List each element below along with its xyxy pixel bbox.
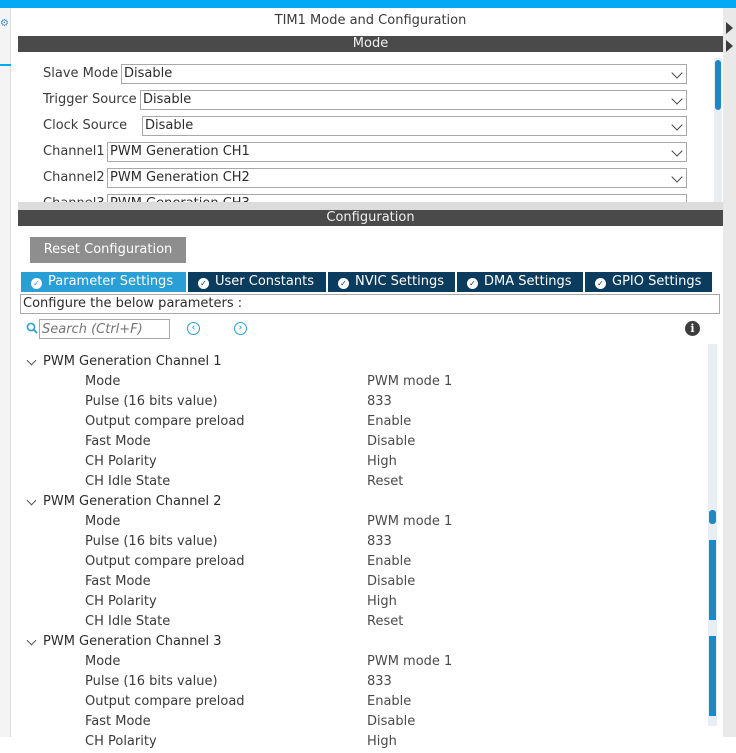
top-accent-bar: [0, 0, 736, 8]
param-value: Enable: [367, 554, 412, 569]
group-title: PWM Generation Channel 1: [43, 354, 222, 369]
param-value: Disable: [367, 434, 416, 449]
param-row[interactable]: [85, 613, 685, 633]
panel-title: TIM1 Mode and Configuration: [274, 13, 467, 28]
check-circle-icon: ✓: [467, 278, 478, 289]
search-input[interactable]: [39, 319, 170, 339]
param-name: Pulse (16 bits value): [85, 674, 218, 689]
check-circle-icon: ✓: [595, 278, 606, 289]
param-value: PWM mode 1: [367, 654, 453, 669]
tab-dma-settings[interactable]: [457, 272, 583, 292]
group-title: PWM Generation Channel 3: [43, 634, 222, 649]
mode-settings-area: [18, 60, 723, 203]
param-name: CH Idle State: [85, 474, 171, 489]
param-name: CH Idle State: [85, 614, 171, 629]
param-row[interactable]: [85, 373, 685, 393]
param-value: PWM mode 1: [367, 514, 453, 529]
param-value: High: [367, 594, 397, 609]
chevron-down-icon: [671, 93, 682, 104]
param-name: Output compare preload: [85, 414, 245, 429]
tab-gpio-settings[interactable]: [585, 272, 712, 292]
param-value: 833: [367, 394, 392, 409]
select-value: PWM Generation CH1: [110, 144, 250, 159]
search-icon[interactable]: [26, 322, 38, 334]
param-row[interactable]: [85, 713, 685, 733]
param-name: Mode: [85, 654, 121, 669]
param-name: Pulse (16 bits value): [85, 394, 218, 409]
param-value: Enable: [367, 414, 412, 429]
param-name: Output compare preload: [85, 694, 245, 709]
tim1-config-panel: [18, 8, 723, 749]
param-name: Fast Mode: [85, 714, 151, 729]
param-value: Enable: [367, 694, 412, 709]
channel1-select[interactable]: [107, 142, 687, 162]
mode-section-header: Mode: [18, 36, 723, 52]
arrow-right-circle-icon[interactable]: ›: [234, 322, 247, 335]
right-edge-strip: [723, 8, 736, 737]
mode-scrollbar[interactable]: [714, 58, 722, 202]
parameters-scrollbar-thumb[interactable]: [709, 510, 716, 524]
arrow-left-circle-icon[interactable]: ‹: [187, 322, 200, 335]
mode-row-label: Slave Mode: [43, 66, 119, 81]
param-value: Disable: [367, 574, 416, 589]
chevron-down-icon: [671, 171, 682, 182]
param-value: High: [367, 454, 397, 469]
check-circle-icon: ✓: [31, 278, 42, 289]
tab-label: DMA Settings: [484, 274, 572, 289]
tab-user-constants[interactable]: [188, 272, 326, 292]
param-name: Fast Mode: [85, 574, 151, 589]
expand-arrow-icon[interactable]: [726, 40, 733, 52]
param-name: Pulse (16 bits value): [85, 534, 218, 549]
parameters-scrollbar-segment: [709, 540, 716, 620]
param-row[interactable]: [85, 413, 685, 433]
param-name: Mode: [85, 374, 121, 389]
param-name: Output compare preload: [85, 554, 245, 569]
chevron-down-icon: [671, 67, 682, 78]
param-value: PWM mode 1: [367, 374, 453, 389]
param-row[interactable]: [85, 693, 685, 713]
info-icon[interactable]: i: [685, 321, 700, 336]
chevron-down-icon: [671, 145, 682, 156]
param-row[interactable]: [85, 733, 685, 753]
param-row[interactable]: [85, 653, 685, 673]
slave-mode-select[interactable]: [121, 64, 687, 84]
param-row[interactable]: [85, 473, 685, 493]
clock-source-select[interactable]: [142, 116, 687, 136]
param-name: CH Polarity: [85, 454, 157, 469]
tab-label: GPIO Settings: [612, 274, 702, 289]
group-title: PWM Generation Channel 2: [43, 494, 222, 509]
param-row[interactable]: [85, 553, 685, 573]
param-row[interactable]: [85, 573, 685, 593]
reset-configuration-button[interactable]: Reset Configuration: [30, 237, 186, 263]
mode-scrollbar-thumb[interactable]: [715, 60, 721, 110]
config-tabs: [21, 272, 712, 292]
param-row[interactable]: [85, 433, 685, 453]
section-divider[interactable]: [18, 202, 723, 210]
left-gutter: [0, 8, 11, 737]
param-value: Reset: [367, 614, 404, 629]
param-row[interactable]: [85, 453, 685, 473]
configuration-section-header: Configuration: [18, 210, 723, 226]
param-name: Mode: [85, 514, 121, 529]
chevron-down-icon[interactable]: [27, 496, 37, 506]
tab-label: Parameter Settings: [48, 274, 174, 289]
tab-label: User Constants: [215, 274, 314, 289]
param-value: 833: [367, 674, 392, 689]
param-value: High: [367, 734, 397, 749]
tab-parameter-settings[interactable]: [21, 272, 186, 292]
param-value: Reset: [367, 474, 404, 489]
param-row[interactable]: [85, 533, 685, 553]
parameters-scrollbar[interactable]: [708, 344, 717, 726]
chevron-down-icon[interactable]: [27, 636, 37, 646]
param-row[interactable]: [85, 393, 685, 413]
param-row[interactable]: [85, 593, 685, 613]
chevron-down-icon[interactable]: [27, 356, 37, 366]
check-circle-icon: ✓: [338, 278, 349, 289]
param-row[interactable]: [85, 673, 685, 693]
tab-nvic-settings[interactable]: [328, 272, 455, 292]
param-value: Disable: [367, 714, 416, 729]
param-name: CH Polarity: [85, 594, 157, 609]
mode-row-label: Clock Source: [43, 118, 128, 133]
select-value: Disable: [143, 92, 192, 107]
select-value: Disable: [145, 118, 194, 133]
parameter-tree: [18, 344, 708, 749]
trigger-source-select[interactable]: [140, 90, 687, 110]
gutter-accent-line: [0, 64, 11, 66]
gear-icon[interactable]: ⚙: [0, 18, 9, 29]
channel2-select[interactable]: [107, 168, 687, 188]
param-value: 833: [367, 534, 392, 549]
mode-row-label: Trigger Source: [43, 92, 137, 107]
select-value: PWM Generation CH2: [110, 170, 250, 185]
mode-row-label: Channel1: [43, 144, 105, 159]
tab-label: NVIC Settings: [355, 274, 444, 289]
param-name: CH Polarity: [85, 734, 157, 749]
parameters-hint: Configure the below parameters :: [20, 294, 720, 314]
check-circle-icon: ✓: [198, 278, 209, 289]
param-name: Fast Mode: [85, 434, 151, 449]
param-row[interactable]: [85, 513, 685, 533]
chevron-down-icon: [671, 119, 682, 130]
parameters-scrollbar-segment: [709, 636, 716, 716]
mode-row-label: Channel2: [43, 170, 105, 185]
select-value: Disable: [124, 66, 173, 81]
expand-arrow-icon[interactable]: [726, 22, 733, 34]
